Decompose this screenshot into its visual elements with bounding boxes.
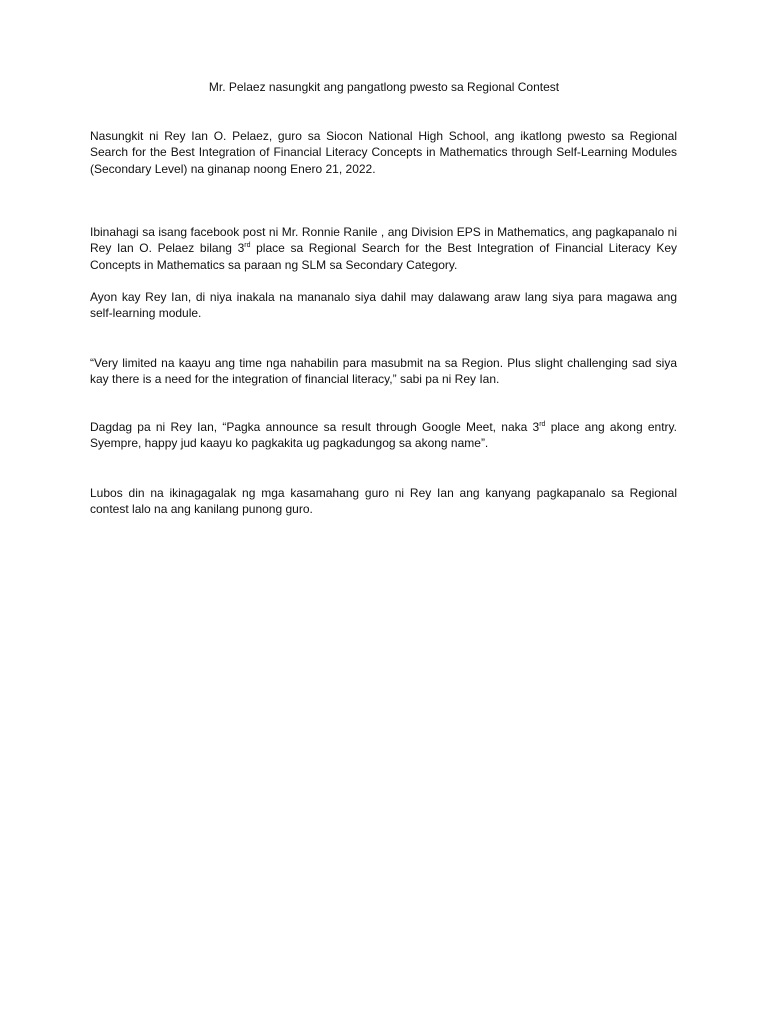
paragraph-2-text-before: Ibinahagi sa isang facebook post ni Mr. Ronnie Ranile , ang Division EPS in Mathematics, ang pagkapanalo ni Rey Ian O. Pelaez bilang 3 — [90, 225, 677, 256]
paragraph-5 — [90, 419, 677, 452]
document-title: Mr. Pelaez nasungkit ang pangatlong pwesto sa Regional Contest — [208, 80, 560, 94]
paragraph-3: Ayon kay Rey Ian, di niya inakala na mananalo siya dahil may dalawang araw lang siya para magawa ang self-learning module. — [90, 290, 677, 321]
ordinal-suffix: rd — [539, 421, 546, 428]
paragraph-6: Lubos din na ikinagagalak ng mga kasamahang guro ni Rey Ian ang kanyang pagkapanalo sa Regional contest lalo na ang kanilang punong guro. — [90, 486, 677, 517]
paragraph-4-quote: “Very limited na kaayu ang time nga nahabilin para masubmit na sa Region. Plus slight challenging sad siya kay there is a need for the integration of financial literacy,” sabi pa ni Rey Ian. — [90, 356, 677, 387]
paragraph-2-text-after: place sa Regional Search for the Best Integration of Financial Literacy Key Concepts in Mathematics sa paraan ng SLM sa Secondary Category. — [90, 241, 677, 272]
paragraph-1: Nasungkit ni Rey Ian O. Pelaez, guro sa Siocon National High School, ang ikatlong pwesto sa Regional Search for the Best Integration of Financial Literacy Concepts in Mathematics through Self-Learning Modules (Secondary Level) na ginanap noong Enero 21, 2022. — [90, 129, 677, 176]
paragraph-5-text-before: Dagdag pa ni Rey Ian, “Pagka announce sa result through Google Meet, naka 3 — [90, 420, 540, 434]
paragraph-2 — [90, 224, 677, 273]
ordinal-suffix: rd — [244, 242, 251, 250]
paragraph-5-text-after: place ang akong entry. Syempre, happy jud kaayu ko pagkakita ug pagkadungog sa akong name”. — [90, 420, 677, 451]
